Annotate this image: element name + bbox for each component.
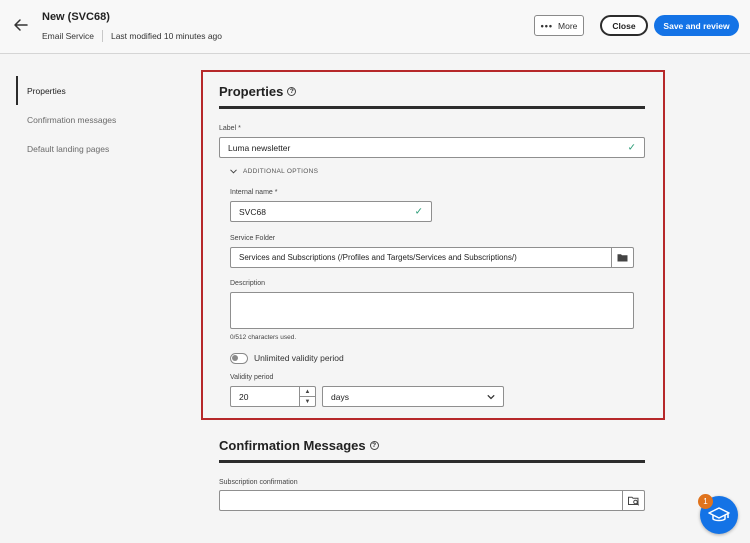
unlimited-validity-label: Unlimited validity period (254, 353, 344, 363)
service-type: Email Service (42, 31, 94, 41)
additional-options-toggle[interactable] (230, 168, 318, 175)
validity-period-label: Validity period (230, 374, 274, 381)
last-modified: Last modified 10 minutes ago (110, 31, 223, 41)
ellipsis-icon: ••• (540, 20, 554, 31)
page-subtitle (42, 30, 222, 42)
confirmation-heading-rule (219, 460, 645, 463)
more-button[interactable] (534, 15, 584, 36)
subtitle-divider (102, 30, 103, 42)
description-label: Description (230, 280, 266, 287)
label-input[interactable] (219, 137, 645, 158)
label-field-label-text: Label (219, 125, 237, 132)
save-and-review-button[interactable]: Save and review (654, 15, 739, 36)
page-header (0, 0, 750, 54)
required-mark: * (274, 189, 278, 196)
folder-picker-button[interactable] (611, 248, 633, 267)
sidebar-item-default-landing-pages[interactable]: Default landing pages (27, 143, 110, 154)
properties-heading-rule (219, 106, 645, 109)
properties-heading-text: Properties (219, 84, 284, 99)
description-textarea[interactable] (230, 292, 634, 329)
sidebar-item-properties[interactable]: Properties (16, 76, 176, 105)
help-icon[interactable]: ? (370, 441, 379, 450)
internal-name-label (230, 189, 278, 196)
description-char-counter: 0/512 characters used. (230, 334, 297, 341)
internal-name-label-text: Internal name (230, 189, 273, 196)
service-folder-label: Service Folder (230, 235, 276, 242)
validity-unit-select[interactable] (322, 386, 504, 407)
stepper-up-icon[interactable]: ▲ (300, 387, 315, 397)
notification-badge: 1 (698, 494, 713, 509)
page-title: New (SVC68) (42, 11, 110, 23)
required-mark: * (238, 125, 241, 132)
folder-search-icon (628, 496, 640, 506)
validity-period-value: 20 (239, 391, 249, 402)
internal-name-input[interactable] (230, 201, 432, 222)
service-folder-input[interactable] (230, 247, 634, 268)
internal-name-value: SVC68 (239, 206, 266, 217)
template-picker-button[interactable] (622, 491, 644, 510)
folder-icon (617, 253, 628, 262)
valid-check-icon: ✓ (414, 206, 423, 217)
stepper-down-icon[interactable]: ▼ (304, 399, 311, 405)
label-input-value: Luma newsletter (228, 142, 291, 153)
help-icon[interactable]: ? (287, 87, 296, 96)
subscription-confirmation-input[interactable] (219, 490, 645, 511)
graduation-cap-icon (708, 506, 730, 524)
valid-check-icon: ✓ (627, 142, 636, 153)
properties-heading (219, 84, 296, 99)
sidebar-item-confirmation-messages[interactable]: Confirmation messages (27, 114, 117, 125)
additional-options-label: ADDITIONAL OPTIONS (243, 168, 319, 175)
subscription-confirmation-label: Subscription confirmation (219, 479, 298, 486)
chevron-down-icon (487, 394, 495, 399)
back-arrow-icon[interactable] (12, 16, 30, 34)
unlimited-validity-switch[interactable] (230, 353, 248, 364)
confirmation-heading (219, 438, 379, 453)
label-field-label (219, 125, 241, 132)
properties-highlight-frame (201, 70, 665, 420)
chevron-down-icon (230, 169, 237, 174)
sidebar-nav (16, 76, 176, 163)
validity-unit-value: days (331, 391, 349, 402)
service-folder-value: Services and Subscriptions (/Profiles and Targets/Services and Subscriptions/) (239, 253, 517, 262)
confirmation-heading-text: Confirmation Messages (219, 438, 366, 453)
close-button[interactable]: Close (600, 15, 648, 36)
validity-period-stepper (299, 387, 315, 407)
more-label: More (558, 20, 578, 31)
